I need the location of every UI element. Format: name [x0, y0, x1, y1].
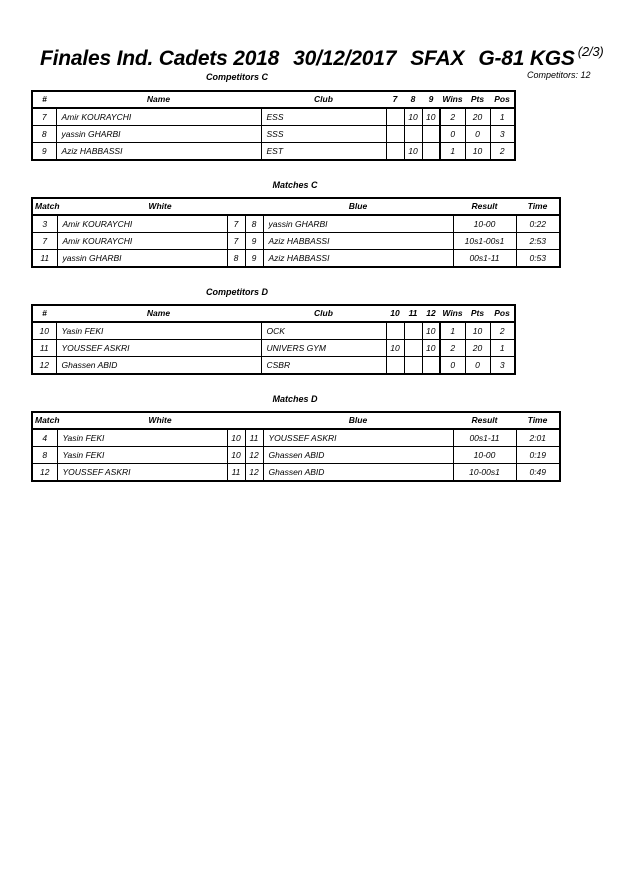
cell-pos: 2: [490, 322, 515, 340]
table-row: [32, 322, 515, 340]
table-header-row: [32, 305, 515, 322]
col-score-2: 8: [404, 91, 422, 108]
cell-time: 0:19: [516, 447, 560, 464]
cell-name: Amir KOURAYCHI: [56, 108, 261, 126]
cell-score: 10: [386, 340, 404, 357]
col-score-1: 7: [386, 91, 404, 108]
col-result: Result: [453, 412, 516, 429]
cell-wins: 0: [440, 357, 465, 375]
col-time: Time: [516, 412, 560, 429]
table-row: [32, 447, 560, 464]
cell-num: 10: [32, 322, 56, 340]
table-row: [32, 250, 560, 268]
cell-time: 0:22: [516, 215, 560, 233]
matches-d-title: Matches D: [272, 394, 318, 404]
cell-club: SSS: [261, 126, 386, 143]
table-row: [32, 215, 560, 233]
cell-blue-num: 9: [245, 233, 263, 250]
cell-match: 8: [32, 447, 57, 464]
cell-club: EST: [261, 143, 386, 161]
cell-score: 10: [422, 340, 440, 357]
cell-match: 11: [32, 250, 57, 268]
cell-club: ESS: [261, 108, 386, 126]
cell-blue: yassin GHARBI: [263, 215, 453, 233]
cell-result: 10s1-00s1: [453, 233, 516, 250]
cell-white-num: 7: [227, 233, 245, 250]
event-city: SFAX: [410, 47, 465, 70]
cell-white: YOUSSEF ASKRI: [57, 464, 227, 482]
col-blue: Blue: [263, 412, 453, 429]
competitors-c-title: Competitors C: [205, 72, 268, 82]
cell-score: [386, 126, 404, 143]
cell-wins: 2: [440, 108, 465, 126]
cell-time: 2:53: [516, 233, 560, 250]
col-name: Name: [56, 305, 261, 322]
cell-pts: 20: [465, 108, 490, 126]
cell-white: Amir KOURAYCHI: [57, 215, 227, 233]
cell-wins: 2: [440, 340, 465, 357]
cell-pos: 1: [490, 340, 515, 357]
table-row: [32, 357, 515, 375]
cell-score: [422, 143, 440, 161]
page-indicator: (2/3): [577, 44, 604, 59]
cell-score: [404, 357, 422, 375]
cell-white: Amir KOURAYCHI: [57, 233, 227, 250]
col-num: #: [32, 305, 56, 322]
cell-pos: 3: [490, 357, 515, 375]
table-row: [32, 233, 560, 250]
cell-num: 9: [32, 143, 56, 161]
cell-blue-num: 9: [245, 250, 263, 268]
cell-blue-num: 8: [245, 215, 263, 233]
col-pts: Pts: [465, 91, 490, 108]
cell-pos: 3: [490, 126, 515, 143]
cell-match: 12: [32, 464, 57, 482]
col-name: Name: [56, 91, 261, 108]
col-club: Club: [261, 305, 386, 322]
table-row: [32, 108, 515, 126]
cell-white-num: 10: [227, 429, 245, 447]
col-result: Result: [453, 198, 516, 215]
col-num: #: [32, 91, 56, 108]
event-date: 30/12/2017: [293, 47, 397, 70]
table-row: [32, 340, 515, 357]
cell-time: 2:01: [516, 429, 560, 447]
competitors-d-table: [31, 304, 516, 375]
cell-num: 8: [32, 126, 56, 143]
col-score-2: 11: [404, 305, 422, 322]
col-club: Club: [261, 91, 386, 108]
cell-blue: Ghassen ABID: [263, 447, 453, 464]
cell-blue: Ghassen ABID: [263, 464, 453, 482]
weight-category: G-81 KGS: [478, 47, 575, 70]
event-name: Finales Ind. Cadets 2018: [40, 47, 280, 70]
cell-num: 11: [32, 340, 56, 357]
col-white: White: [57, 198, 263, 215]
cell-result: 10-00s1: [453, 464, 516, 482]
table-header-row: [32, 198, 560, 215]
cell-name: Aziz HABBASSI: [56, 143, 261, 161]
col-pts: Pts: [465, 305, 490, 322]
cell-num: 12: [32, 357, 56, 375]
cell-blue-num: 11: [245, 429, 263, 447]
cell-match: 4: [32, 429, 57, 447]
cell-white: yassin GHARBI: [57, 250, 227, 268]
cell-result: 00s1-11: [453, 250, 516, 268]
cell-blue-num: 12: [245, 464, 263, 482]
competitors-c-table: [31, 90, 516, 161]
col-blue: Blue: [263, 198, 453, 215]
cell-name: Yasin FEKI: [56, 322, 261, 340]
cell-pts: 0: [465, 357, 490, 375]
cell-score: 10: [422, 108, 440, 126]
cell-result: 00s1-11: [453, 429, 516, 447]
cell-match: 7: [32, 233, 57, 250]
col-score-3: 12: [422, 305, 440, 322]
cell-score: 10: [422, 322, 440, 340]
cell-blue-num: 12: [245, 447, 263, 464]
cell-white-num: 7: [227, 215, 245, 233]
cell-name: Ghassen ABID: [56, 357, 261, 375]
col-time: Time: [516, 198, 560, 215]
page-title: [40, 44, 603, 71]
cell-name: YOUSSEF ASKRI: [56, 340, 261, 357]
cell-white-num: 8: [227, 250, 245, 268]
cell-score: [386, 143, 404, 161]
cell-wins: 1: [440, 143, 465, 161]
table-row: [32, 143, 515, 161]
competitors-d-title: Competitors D: [205, 287, 268, 297]
cell-pts: 0: [465, 126, 490, 143]
cell-white-num: 11: [227, 464, 245, 482]
cell-score: [404, 340, 422, 357]
competitors-count: Competitors: 12: [527, 70, 591, 80]
cell-score: [386, 357, 404, 375]
cell-club: CSBR: [261, 357, 386, 375]
cell-score: [404, 322, 422, 340]
cell-blue: Aziz HABBASSI: [263, 250, 453, 268]
cell-club: UNIVERS GYM: [261, 340, 386, 357]
cell-pos: 2: [490, 143, 515, 161]
cell-pts: 10: [465, 322, 490, 340]
matches-c-title: Matches C: [272, 180, 318, 190]
cell-score: [404, 126, 422, 143]
col-match: Match: [32, 412, 57, 429]
table-row: [32, 464, 560, 482]
col-match: Match: [32, 198, 57, 215]
col-score-3: 9: [422, 91, 440, 108]
cell-score: [422, 126, 440, 143]
cell-white-num: 10: [227, 447, 245, 464]
cell-score: [386, 108, 404, 126]
cell-score: [386, 322, 404, 340]
cell-time: 0:49: [516, 464, 560, 482]
cell-wins: 0: [440, 126, 465, 143]
cell-blue: Aziz HABBASSI: [263, 233, 453, 250]
table-header-row: [32, 91, 515, 108]
cell-num: 7: [32, 108, 56, 126]
cell-blue: YOUSSEF ASKRI: [263, 429, 453, 447]
cell-club: OCK: [261, 322, 386, 340]
cell-result: 10-00: [453, 215, 516, 233]
cell-match: 3: [32, 215, 57, 233]
matches-c-table: [31, 197, 561, 268]
table-row: [32, 126, 515, 143]
matches-d-table: [31, 411, 561, 482]
col-white: White: [57, 412, 263, 429]
cell-wins: 1: [440, 322, 465, 340]
table-row: [32, 429, 560, 447]
cell-white: Yasin FEKI: [57, 429, 227, 447]
cell-white: Yasin FEKI: [57, 447, 227, 464]
cell-time: 0:53: [516, 250, 560, 268]
cell-pts: 20: [465, 340, 490, 357]
table-header-row: [32, 412, 560, 429]
col-pos: Pos: [490, 305, 515, 322]
col-wins: Wins: [440, 91, 465, 108]
cell-result: 10-00: [453, 447, 516, 464]
col-pos: Pos: [490, 91, 515, 108]
col-score-1: 10: [386, 305, 404, 322]
col-wins: Wins: [440, 305, 465, 322]
cell-score: 10: [404, 143, 422, 161]
cell-score: [422, 357, 440, 375]
cell-pts: 10: [465, 143, 490, 161]
cell-pos: 1: [490, 108, 515, 126]
cell-score: 10: [404, 108, 422, 126]
cell-name: yassin GHARBI: [56, 126, 261, 143]
